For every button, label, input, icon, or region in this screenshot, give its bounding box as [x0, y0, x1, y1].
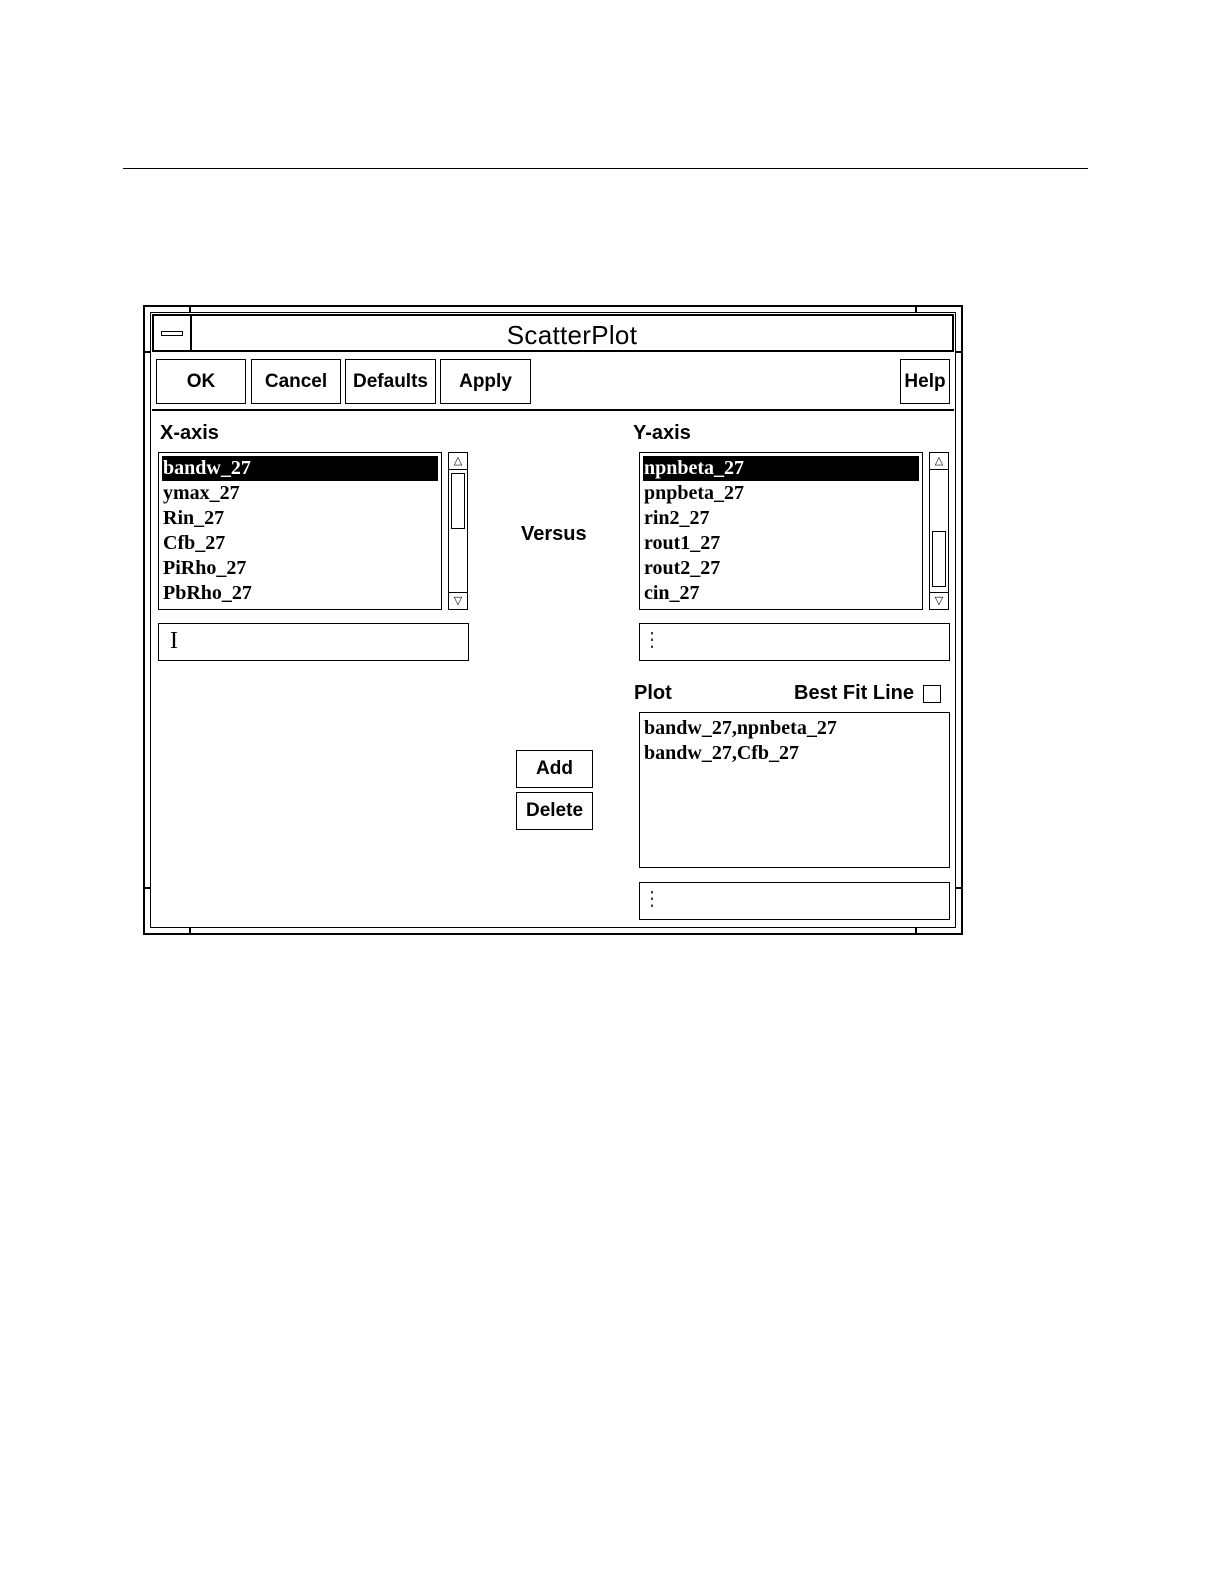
text-cursor-icon: I [170, 628, 178, 654]
scroll-down-arrow-icon[interactable]: ▽ [930, 592, 948, 609]
window-title: ScatterPlot [506, 320, 638, 350]
best-fit-line-checkbox[interactable] [923, 685, 941, 703]
y-axis-list-items [643, 456, 919, 606]
x-axis-list-item[interactable]: PiRho_27 [163, 557, 247, 579]
resize-tick[interactable] [189, 307, 191, 313]
x-axis-list-item[interactable]: ymax_27 [163, 482, 240, 504]
y-axis-list[interactable] [639, 452, 923, 610]
y-axis-list-item[interactable]: rout1_27 [644, 532, 721, 554]
page-horizontal-rule [123, 168, 1088, 169]
ok-button[interactable]: OK [156, 359, 246, 404]
y-axis-list-item[interactable]: pnpbeta_27 [644, 482, 745, 504]
y-axis-input[interactable] [639, 623, 950, 661]
text-cursor-icon: ⋮ [642, 629, 662, 651]
y-axis-scroll-thumb[interactable] [932, 531, 946, 587]
x-axis-list-item[interactable]: PbRho_27 [163, 582, 252, 604]
y-axis-list-item[interactable]: rin2_27 [644, 507, 710, 529]
x-axis-input[interactable] [158, 623, 469, 661]
cancel-button[interactable]: Cancel [251, 359, 341, 404]
x-axis-scrollbar[interactable] [448, 452, 468, 610]
x-axis-list-items [162, 456, 438, 606]
scroll-up-arrow-icon[interactable]: △ [930, 453, 948, 470]
x-axis-list-item[interactable]: bandw_27 [162, 456, 438, 481]
resize-tick[interactable] [915, 307, 917, 313]
scroll-down-arrow-icon[interactable]: ▽ [449, 592, 467, 609]
resize-tick[interactable] [955, 887, 961, 889]
window-menu-icon [161, 331, 183, 336]
button-bar [152, 352, 954, 411]
plot-label: Plot [634, 682, 672, 704]
x-axis-list-item[interactable]: Rin_27 [163, 507, 225, 529]
plot-list-item[interactable]: bandw_27,Cfb_27 [644, 742, 800, 764]
plot-list-item[interactable]: bandw_27,npnbeta_27 [644, 717, 837, 739]
y-axis-list-item[interactable]: cin_27 [644, 582, 700, 604]
y-axis-scrollbar[interactable] [929, 452, 949, 610]
delete-button[interactable]: Delete [516, 792, 593, 830]
plot-list[interactable] [639, 712, 950, 868]
resize-tick[interactable] [145, 887, 151, 889]
y-axis-list-item[interactable]: rout2_27 [644, 557, 721, 579]
x-axis-list[interactable] [158, 452, 442, 610]
resize-tick[interactable] [955, 351, 961, 353]
scroll-up-arrow-icon[interactable]: △ [449, 453, 467, 470]
resize-tick[interactable] [915, 927, 917, 933]
versus-label: Versus [521, 523, 587, 545]
resize-tick[interactable] [189, 927, 191, 933]
help-button[interactable]: Help [900, 359, 950, 404]
plot-input[interactable] [639, 882, 950, 920]
apply-button[interactable]: Apply [440, 359, 531, 404]
best-fit-line-label: Best Fit Line [794, 682, 915, 704]
resize-tick[interactable] [145, 351, 151, 353]
window-menu-button[interactable] [154, 316, 192, 350]
y-axis-list-item[interactable]: npnbeta_27 [643, 456, 919, 481]
x-axis-label: X-axis [160, 422, 219, 444]
x-axis-scroll-thumb[interactable] [451, 473, 465, 529]
scatterplot-dialog [143, 305, 963, 935]
add-button[interactable]: Add [516, 750, 593, 788]
title-bar[interactable] [152, 314, 954, 352]
x-axis-list-item[interactable]: Cfb_27 [163, 532, 226, 554]
text-cursor-icon: ⋮ [642, 888, 662, 910]
defaults-button[interactable]: Defaults [345, 359, 436, 404]
y-axis-label: Y-axis [633, 422, 691, 444]
plot-list-items [643, 716, 946, 766]
